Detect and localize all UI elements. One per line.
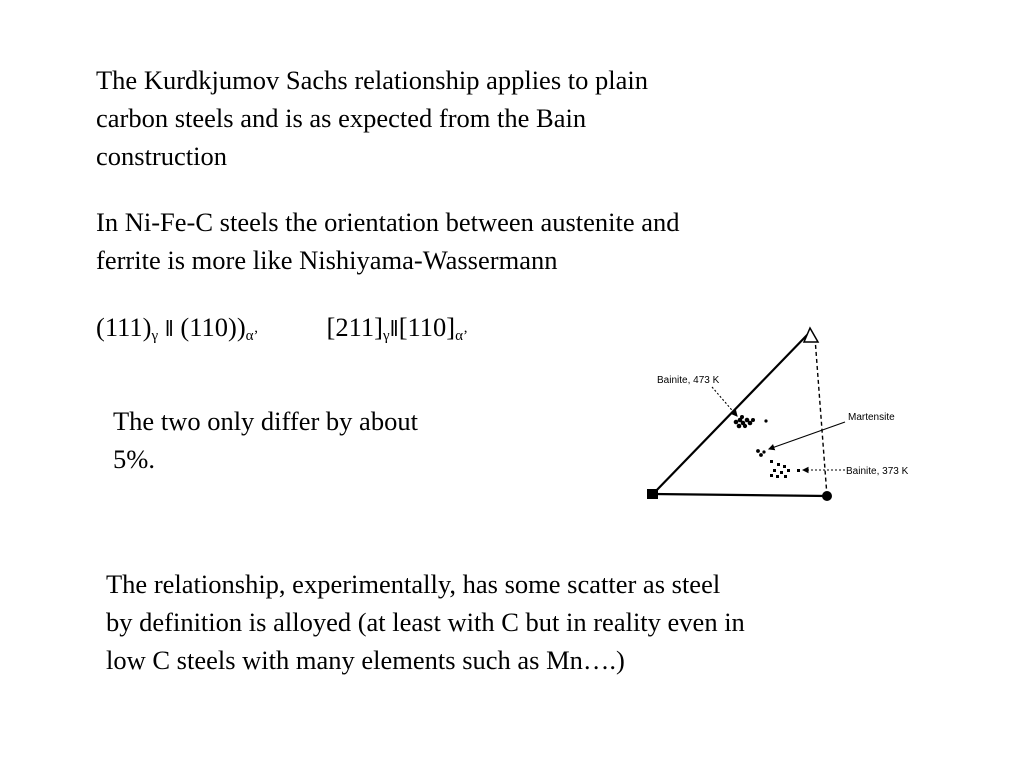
bainite-473-points bbox=[734, 415, 768, 428]
label-martensite: Martensite bbox=[848, 412, 895, 423]
p4-line2: by definition is alloyed (at least with C but in reality even in bbox=[106, 607, 745, 637]
p3-line1: The two only differ by about bbox=[113, 406, 418, 436]
arrow-bainite-473 bbox=[712, 387, 737, 416]
p2-line1: In Ni-Fe-C steels the orientation between austenite and bbox=[96, 207, 680, 237]
corner-011-marker bbox=[822, 491, 832, 501]
p1-line3: construction bbox=[96, 141, 227, 171]
triangle-edge-bottom bbox=[653, 494, 827, 496]
paragraph-scatter bbox=[106, 565, 946, 679]
stereographic-triangle-figure bbox=[640, 320, 940, 510]
eq-sub-gamma: γ bbox=[151, 328, 159, 344]
paragraph-difference bbox=[113, 402, 533, 478]
eq-plane-gamma: (111) bbox=[96, 312, 152, 342]
bainite-373-points bbox=[770, 460, 800, 478]
eq-plane-alpha: (110)) bbox=[180, 312, 246, 342]
eq-parallel: ‖ bbox=[164, 316, 174, 341]
eq-dir-alpha: [110] bbox=[398, 312, 456, 342]
eq-sub-gamma2: γ bbox=[382, 328, 390, 344]
corner-001-marker bbox=[647, 489, 658, 499]
label-bainite-473: Bainite, 473 K bbox=[657, 375, 720, 386]
p1-line1: The Kurdkjumov Sachs relationship applies to plain bbox=[96, 65, 648, 95]
eq-parallel2: ‖ bbox=[389, 316, 399, 341]
paragraph-nishiyama bbox=[96, 203, 886, 279]
p3-line2: 5%. bbox=[113, 444, 155, 474]
martensite-points bbox=[756, 449, 766, 457]
eq-sub-alpha2: α’ bbox=[455, 328, 468, 344]
eq-sub-alpha: α’ bbox=[245, 328, 259, 344]
arrow-martensite bbox=[769, 422, 845, 449]
p1-line2: carbon steels and is as expected from the Bain bbox=[96, 103, 587, 133]
paragraph-kurdjumov-sachs bbox=[96, 61, 856, 175]
triangle-edge-left bbox=[653, 332, 810, 494]
eq-dir-gamma: [211] bbox=[326, 312, 383, 342]
p4-line1: The relationship, experimentally, has some scatter as steel bbox=[106, 569, 721, 599]
p2-line2: ferrite is more like Nishiyama-Wassermann bbox=[96, 245, 558, 275]
orientation-relationship-equation bbox=[96, 308, 656, 355]
label-bainite-373: Bainite, 373 K bbox=[846, 466, 909, 477]
triangle-edge-right bbox=[815, 338, 827, 496]
p4-line3: low C steels with many elements such as Mn….) bbox=[106, 645, 625, 675]
